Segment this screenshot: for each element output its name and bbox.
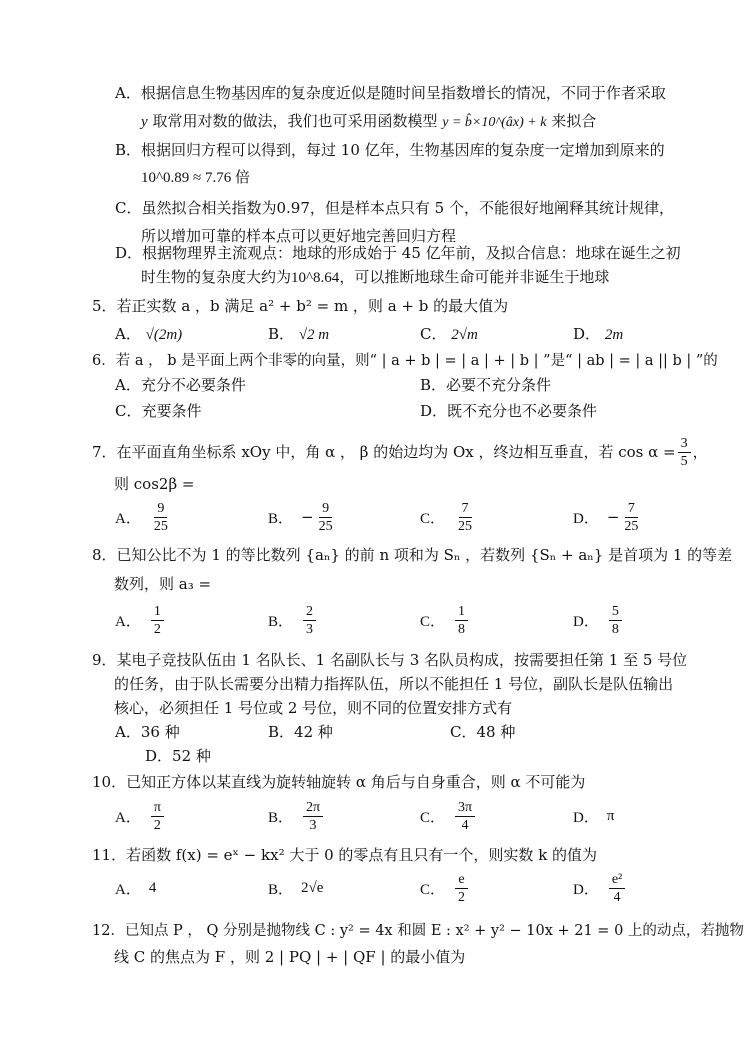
q5-option-b[interactable]: B． √2 m (268, 325, 330, 343)
q8-option-d[interactable]: D． $\frac{5}{8}$ (573, 600, 624, 640)
q11-stem: 11．若函数 f(x) = eˣ − kx² 大于 0 的零点有且只有一个，则实数 k 的值为 (92, 846, 598, 864)
q8-option-c[interactable]: C． $\frac{1}{8}$ (420, 600, 470, 640)
q5-stem: 5．若正实数 a ，b 满足 a² + b² = m ，则 a + b 的最大值为 (92, 297, 509, 315)
q12-stem-line1: 12．已知点 P ， Q 分别是抛物线 C : y² = 4x 和圆 E : x² + y² − 10x + 21 = 0 上的动点，若抛物 (92, 923, 744, 939)
q4-option-d-line2: 时生物的复杂度大约为10^8.64，可以推断地球生命可能并非诞生于地球 (141, 268, 610, 286)
q8-option-a[interactable]: A． $\frac{1}{2}$ (115, 600, 166, 640)
q10-option-d[interactable]: D． π (573, 807, 615, 826)
regression-model: y = b̂×10^(âx) + k (442, 115, 547, 130)
q5-option-d[interactable]: D． 2m (573, 325, 624, 343)
q11-option-c[interactable]: C． $\frac{e}{2}$ (420, 868, 470, 908)
q6-option-d[interactable]: D．既不充分也不必要条件 (420, 402, 598, 420)
q4-option-c-line2: 所以增加可靠的样本点可以更好地完善回归方程 (141, 227, 457, 245)
q9-stem-line2: 的任务，由于队长需要分出精力指挥队伍，所以不能担任 1 号位，副队长是队伍输出 (114, 675, 674, 693)
q6-option-c[interactable]: C．充要条件 (115, 402, 202, 420)
q7-option-c[interactable]: C． $\frac{7}{25}$ (420, 500, 473, 534)
q4-option-b-line1: B．根据回归方程可以得到，每过 10 亿年，生物基因库的复杂度一定增加到原来的 (115, 141, 665, 159)
q9-option-a[interactable]: A．36 种 (115, 723, 180, 741)
q7-option-d[interactable]: D． − $\frac{7}{25}$ (573, 500, 639, 534)
q7-stem-line1: 7． 在平面直角坐标系 xOy 中，角 α ， β 的始边均为 Ox ，终边相互垂直，若 cos α = $\frac{3}{5}$ ， (92, 435, 708, 469)
q12-stem-line2: 线 C 的焦点为 F ，则 2 | PQ | + | QF | 的最小值为 (114, 948, 466, 966)
q9-option-b[interactable]: B．42 种 (268, 723, 333, 741)
q5-option-c[interactable]: C． 2√m (420, 325, 478, 343)
q7-cos-fraction: $\frac{3}{5}$ (678, 435, 691, 470)
q8-option-b[interactable]: B． $\frac{2}{3}$ (268, 600, 318, 640)
q5-option-a[interactable]: A． √(2m) (115, 325, 183, 343)
q6-option-a[interactable]: A．充分不必要条件 (115, 376, 246, 394)
q9-stem-line1: 9．某电子竞技队伍由 1 名队长、1 名副队长与 3 名队员构成，按需要担任第 1 至 5 号位 (92, 651, 688, 669)
q6-stem: 6．若 a ， b 是平面上两个非零的向量，则“ | a + b | = | a | + | b | ”是“ | ab | = | a || b | ”的 (92, 353, 718, 369)
q9-option-c[interactable]: C．48 种 (450, 723, 516, 741)
q4-option-a-line1: A．根据信息生物基因库的复杂度近似是随时间呈指数增长的情况，不同于作者采取 (115, 84, 666, 102)
q10-option-b[interactable]: B． $\frac{2\pi}{3}$ (268, 796, 325, 836)
q11-option-b[interactable]: B． 2√e (268, 879, 324, 898)
q7-stem-line2: 则 cos2β = (114, 475, 195, 493)
q8-stem-line1: 8．已知公比不为 1 的等比数列 {aₙ} 的前 n 项和为 Sₙ ，若数列 {Sₙ + aₙ} 是首项为 1 的等差 (92, 546, 733, 564)
q10-option-c[interactable]: C． $\frac{3\pi}{4}$ (420, 796, 477, 836)
q11-option-a[interactable]: A． 4 (115, 879, 157, 898)
q10-stem: 10．已知正方体以某直线为旋转轴旋转 α 角后与自身重合，则 α 不可能为 (92, 773, 586, 791)
q10-option-a[interactable]: A． $\frac{\pi}{2}$ (115, 796, 166, 836)
q6-option-b[interactable]: B．必要不充分条件 (420, 376, 552, 394)
q7-option-a[interactable]: A． $\frac{9}{25}$ (115, 500, 168, 534)
q4-option-a-line2: y 取常用对数的做法，我们也可采用函数模型 y = b̂×10^(âx) + k 来拟合 (141, 112, 597, 130)
q9-option-d[interactable]: D．52 种 (145, 747, 211, 765)
q7-option-b[interactable]: B． − $\frac{9}{25}$ (268, 500, 333, 534)
q8-stem-line2: 数列，则 a₃ = (114, 575, 212, 593)
q4-option-c-line1: C．虽然拟合相关指数为0.97，但是样本点只有 5 个，不能很好地阐释其统计规律， (115, 199, 674, 217)
q11-option-d[interactable]: D． $\frac{\text{e²}}{4}$ (573, 868, 627, 908)
q4-option-d-line1: D．根据物理界主流观点：地球的形成始于 45 亿年前，及拟合信息：地球在诞生之初 (115, 244, 681, 262)
q9-stem-line3: 核心，必须担任 1 号位或 2 号位，则不同的位置安排方式有 (114, 699, 513, 717)
q4-option-b-line2: 10^0.89 ≈ 7.76 倍 (141, 170, 251, 186)
